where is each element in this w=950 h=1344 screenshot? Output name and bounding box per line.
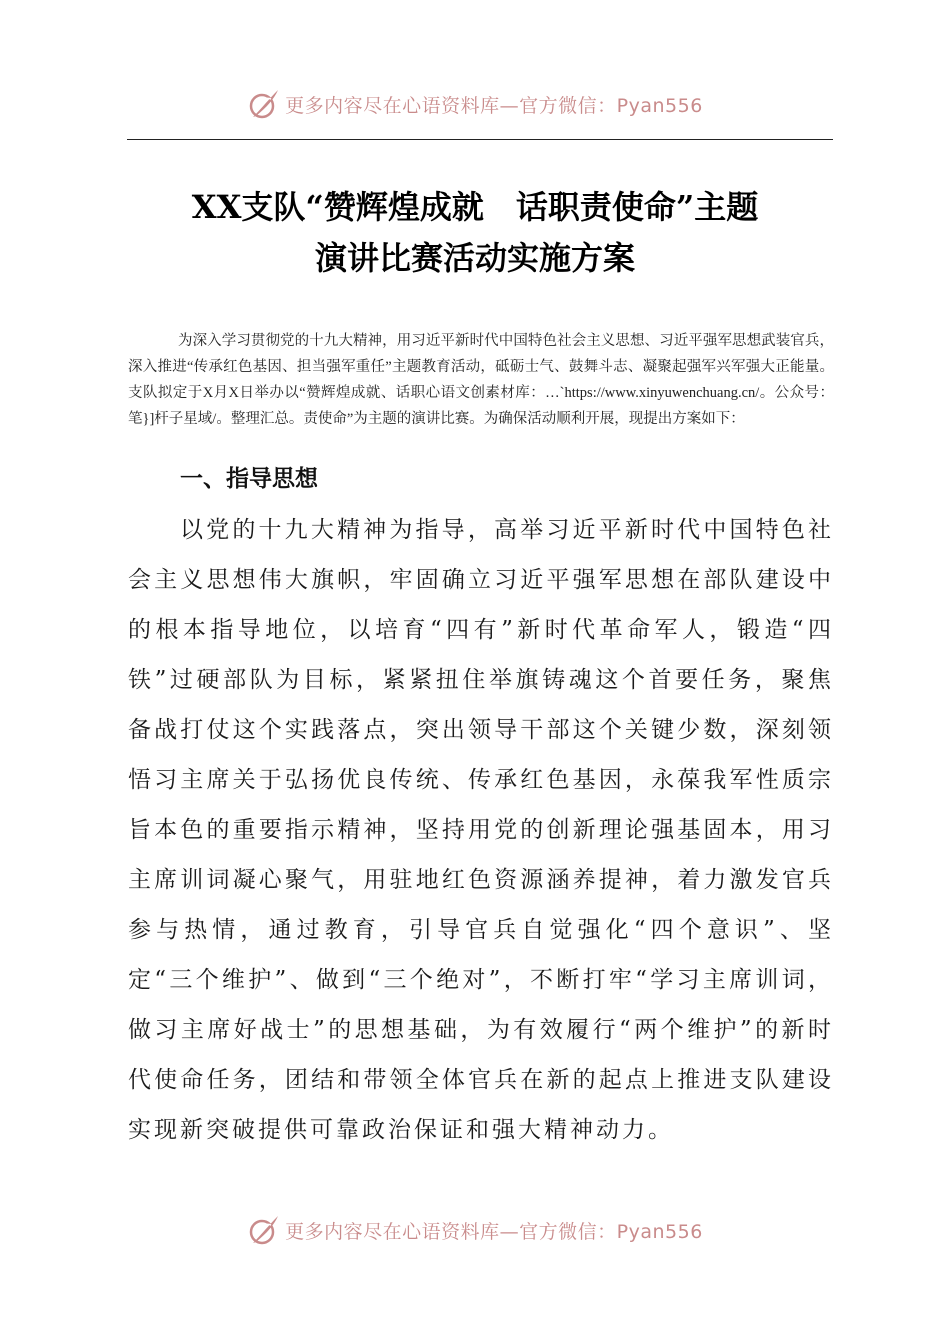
quill-logo-icon — [247, 87, 281, 121]
banner-text: 更多内容尽在心语资料库—官方微信：Pyan556 — [285, 1220, 703, 1243]
quill-logo-icon — [247, 1213, 281, 1247]
document-title-line-1: XX支队“赞辉煌成就 话职责使命”主题 — [191, 188, 759, 226]
footer-banner — [0, 1210, 950, 1250]
banner-text: 更多内容尽在心语资料库—官方微信：Pyan556 — [285, 94, 703, 117]
header-banner — [0, 84, 950, 124]
section-body-paragraph: 以党的十九大精神为指导，高举习近平新时代中国特色社会主义思想伟大旗帜，牢固确立习近平强军思想在部队建设中的根本指导地位，以培育“四有”新时代革命军人，锻造“四铁”过硬部队为目标，紧紧扭住举旗铸魂这个首要任务，聚焦备战打仗这个实践落点，突出领导干部这个关键少数，深刻领悟习主席关于弘扬优良传统、传承红色基因，永葆我军性质宗旨本色的重要指示精神，坚持用党的创新理论强基固本，用习主席训词凝心聚气，用驻地红色资源涵养提神，着力激发官兵参与热情，通过教育，引导官兵自觉强化“四个意识”、坚定“三个维护”、做到“三个绝对”，不断打牢“学习主席训词，做习主席好战士”的思想基础，为有效履行“两个维护”的新时代使命任务，团结和带领全体官兵在新的起点上推进支队建设实现新突破提供可靠政治保证和强大精神动力。 — [128, 517, 834, 1143]
intro-paragraph: 为深入学习贯彻党的十九大精神，用习近平新时代中国特色社会主义思想、习近平强军思想武装官兵，深入推进“传承红色基因、担当强军重任”主题教育活动，砥砺士气、鼓舞斗志、凝聚起强军兴军强大正能量。支队拟定于X月X日举办以“赞辉煌成就、话职心语文创素材库：…`https://www.xinyuwenchuang.cn/。公众号：笔}]杆子星域/。整理汇总。责使命”为主题的演讲比赛。为确保活动顺利开展，现提出方案如下： — [128, 333, 834, 427]
section-heading-guiding-ideology: 一、指导思想 — [180, 466, 318, 492]
document-title-line-2: 演讲比赛活动实施方案 — [314, 239, 635, 277]
header-divider — [127, 139, 833, 140]
wechat-id: Pyan556 — [616, 94, 703, 117]
wechat-id: Pyan556 — [616, 1220, 703, 1243]
